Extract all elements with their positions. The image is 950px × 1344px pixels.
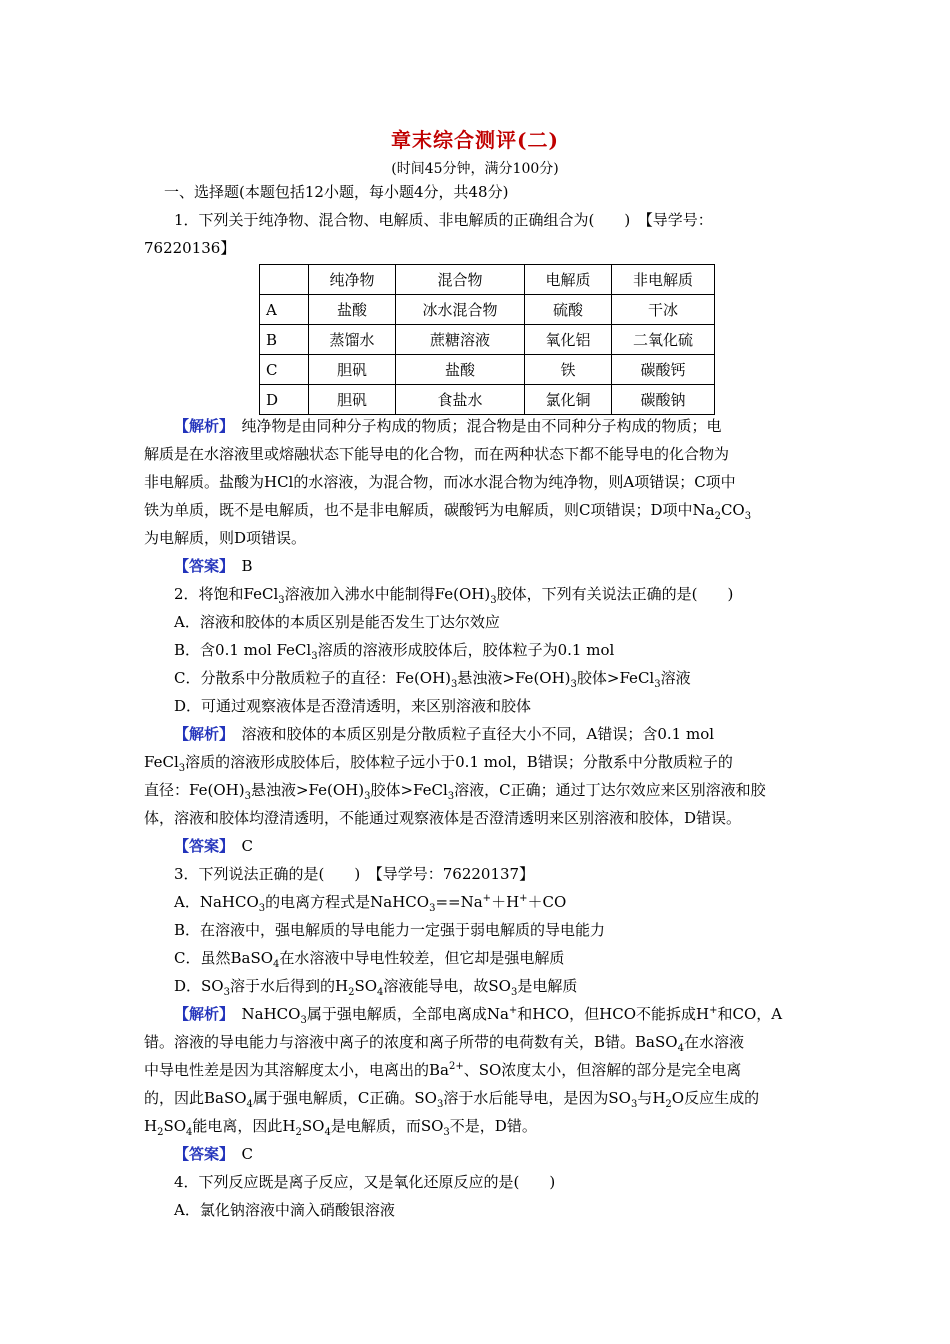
- table-cell: 氯化铜: [525, 385, 612, 415]
- page-title: 章末综合测评(二): [391, 128, 559, 152]
- q3-answer: 【答案】 C: [174, 1145, 254, 1163]
- table-cell: 盐酸: [396, 355, 525, 385]
- q3-option-a: A．NaHCO$_3$的电离方程式是NaHCO$_3$==Na+＋H+＋CO: [174, 893, 567, 914]
- page-subtitle: (时间45分钟，满分100分): [391, 161, 559, 177]
- table-cell: 硫酸: [525, 295, 612, 325]
- table-cell: 电解质: [525, 265, 612, 295]
- table-cell: 胆矾: [309, 355, 396, 385]
- q4-stem: 4．下列反应既是离子反应，又是氧化还原反应的是( ): [174, 1173, 556, 1191]
- q1-analysis-line3: 非电解质。盐酸为HCl的水溶液，为混合物，而冰水混合物为纯净物，则A项错误；C项中: [144, 473, 736, 491]
- table-row: [260, 325, 715, 355]
- table-cell: 胆矾: [309, 385, 396, 415]
- table-row: [260, 355, 715, 385]
- q2-option-a: A．溶液和胶体的本质区别是能否发生丁达尔效应: [174, 613, 500, 631]
- table-row: [260, 385, 715, 415]
- q3-analysis-line2: 错。溶液的导电能力与溶液中离子的浓度和离子所带的电荷数有关，B错。BaSO$_4$在水溶液: [144, 1033, 744, 1054]
- table-cell: 二氧化硫: [612, 325, 715, 355]
- table-cell: 碳酸钙: [612, 355, 715, 385]
- table-cell: 混合物: [396, 265, 525, 295]
- q1-stem-line1: 1．下列关于纯净物、混合物、电解质、非电解质的正确组合为( ) 【导学号：: [174, 211, 713, 229]
- q1-stem-line2: 76220136】: [144, 239, 236, 257]
- table-cell: 干冰: [612, 295, 715, 325]
- q1-analysis-line2: 解质是在水溶液里或熔融状态下能导电的化合物，而在两种状态下都不能导电的化合物为: [144, 445, 730, 463]
- table-cell: [260, 265, 309, 295]
- q1-analysis-line4: 铁为单质，既不是电解质，也不是非电解质，碳酸钙为电解质，则C项错误；D项中$Na_2CO_3$: [144, 501, 752, 522]
- q2-option-d: D．可通过观察液体是否澄清透明，来区别溶液和胶体: [174, 697, 532, 715]
- answer-tag: 【答案】: [174, 837, 227, 855]
- q3-option-b: B．在溶液中，强电解质的导电能力一定强于弱电解质的导电能力: [174, 921, 606, 939]
- table-cell: 蔗糖溶液: [396, 325, 525, 355]
- q3-analysis-line5: $H_2SO_4$能电离，因此$H_2SO_4$是电解质，而$SO_3$不是，D错。: [144, 1117, 537, 1138]
- table-cell: 食盐水: [396, 385, 525, 415]
- table-cell: 非电解质: [612, 265, 715, 295]
- q2-analysis-line1: 【解析】 溶液和胶体的本质区别是分散质粒子直径大小不同，A错误；含0.1 mol: [174, 725, 715, 743]
- q2-analysis-line4: 体，溶液和胶体均澄清透明，不能通过观察液体是否澄清透明来区别溶液和胶体，D错误。: [144, 809, 742, 827]
- q3-analysis-line4: 的，因此BaSO$_4$属于强电解质，C正确。$SO_3$溶于水后能导电，是因为$SO_3$与$H_2O$反应生成的: [144, 1089, 760, 1110]
- q3-analysis-line1: 【解析】 NaHCO$_3$属于强电解质，全部电离成Na+和HCO，但HCO不能拆成H+和CO，A: [174, 1005, 783, 1026]
- analysis-tag: 【解析】: [174, 1005, 227, 1023]
- q2-analysis-line2: FeCl$_3$溶质的溶液形成胶体后，胶体粒子远小于0.1 mol，B错误；分散系中分散质粒子的: [144, 753, 733, 774]
- table-row: [260, 295, 715, 325]
- table-cell: D: [260, 385, 309, 415]
- q1-analysis-line5: 为电解质，则D项错误。: [144, 529, 307, 547]
- table-cell: A: [260, 295, 309, 325]
- q2-option-b: B．含0.1 mol FeCl$_3$溶质的溶液形成胶体后，胶体粒子为0.1 mol: [174, 641, 615, 662]
- table-cell: 冰水混合物: [396, 295, 525, 325]
- table-cell: 盐酸: [309, 295, 396, 325]
- q2-stem: 2．将饱和FeCl$_3$溶液加入沸水中能制得$Fe(OH)_3$胶体，下列有关说法正确的是( ): [174, 585, 734, 606]
- q3-analysis-line3: 中导电性差是因为其溶解度太小，电离出的$Ba^{2+}$、SO浓度太小，但溶解的部分是完全电离: [144, 1061, 742, 1079]
- q2-analysis-line3: 直径：$Fe(OH)_3$悬浊液$>Fe(OH)_3$胶体>FeCl$_3$溶液，C正确；通过丁达尔效应来区别溶液和胶: [144, 781, 766, 802]
- q2-answer: 【答案】 C: [174, 837, 254, 855]
- table-cell: C: [260, 355, 309, 385]
- q4-option-a: A．氯化钠溶液中滴入硝酸银溶液: [174, 1201, 395, 1219]
- q1-table: [259, 264, 715, 415]
- q3-stem: 3．下列说法正确的是( ) 【导学号：76220137】: [174, 865, 535, 883]
- answer-tag: 【答案】: [174, 1145, 227, 1163]
- q3-option-d: D．$SO_3$溶于水后得到的$H_2SO_4$溶液能导电，故$SO_3$是电解质: [174, 977, 578, 998]
- table-cell: 氧化铝: [525, 325, 612, 355]
- q1-answer: 【答案】 B: [174, 557, 253, 575]
- answer-tag: 【答案】: [174, 557, 227, 575]
- section-heading: 一、选择题(本题包括12小题，每小题4分，共48分): [164, 183, 509, 201]
- table-cell: 蒸馏水: [309, 325, 396, 355]
- analysis-tag: 【解析】: [174, 725, 227, 743]
- table-header-row: [260, 265, 715, 295]
- table-cell: 铁: [525, 355, 612, 385]
- table-cell: B: [260, 325, 309, 355]
- q3-option-c: C．虽然BaSO$_4$在水溶液中导电性较差，但它却是强电解质: [174, 949, 565, 970]
- table-cell: 碳酸钠: [612, 385, 715, 415]
- analysis-tag: 【解析】: [174, 417, 227, 435]
- q1-analysis-line1: 【解析】 纯净物是由同种分子构成的物质；混合物是由不同种分子构成的物质；电: [174, 417, 722, 435]
- table-cell: 纯净物: [309, 265, 396, 295]
- q2-option-c: C．分散系中分散质粒子的直径：$Fe(OH)_3$悬浊液$>Fe(OH)_3$胶体>FeCl$_3$溶液: [174, 669, 691, 690]
